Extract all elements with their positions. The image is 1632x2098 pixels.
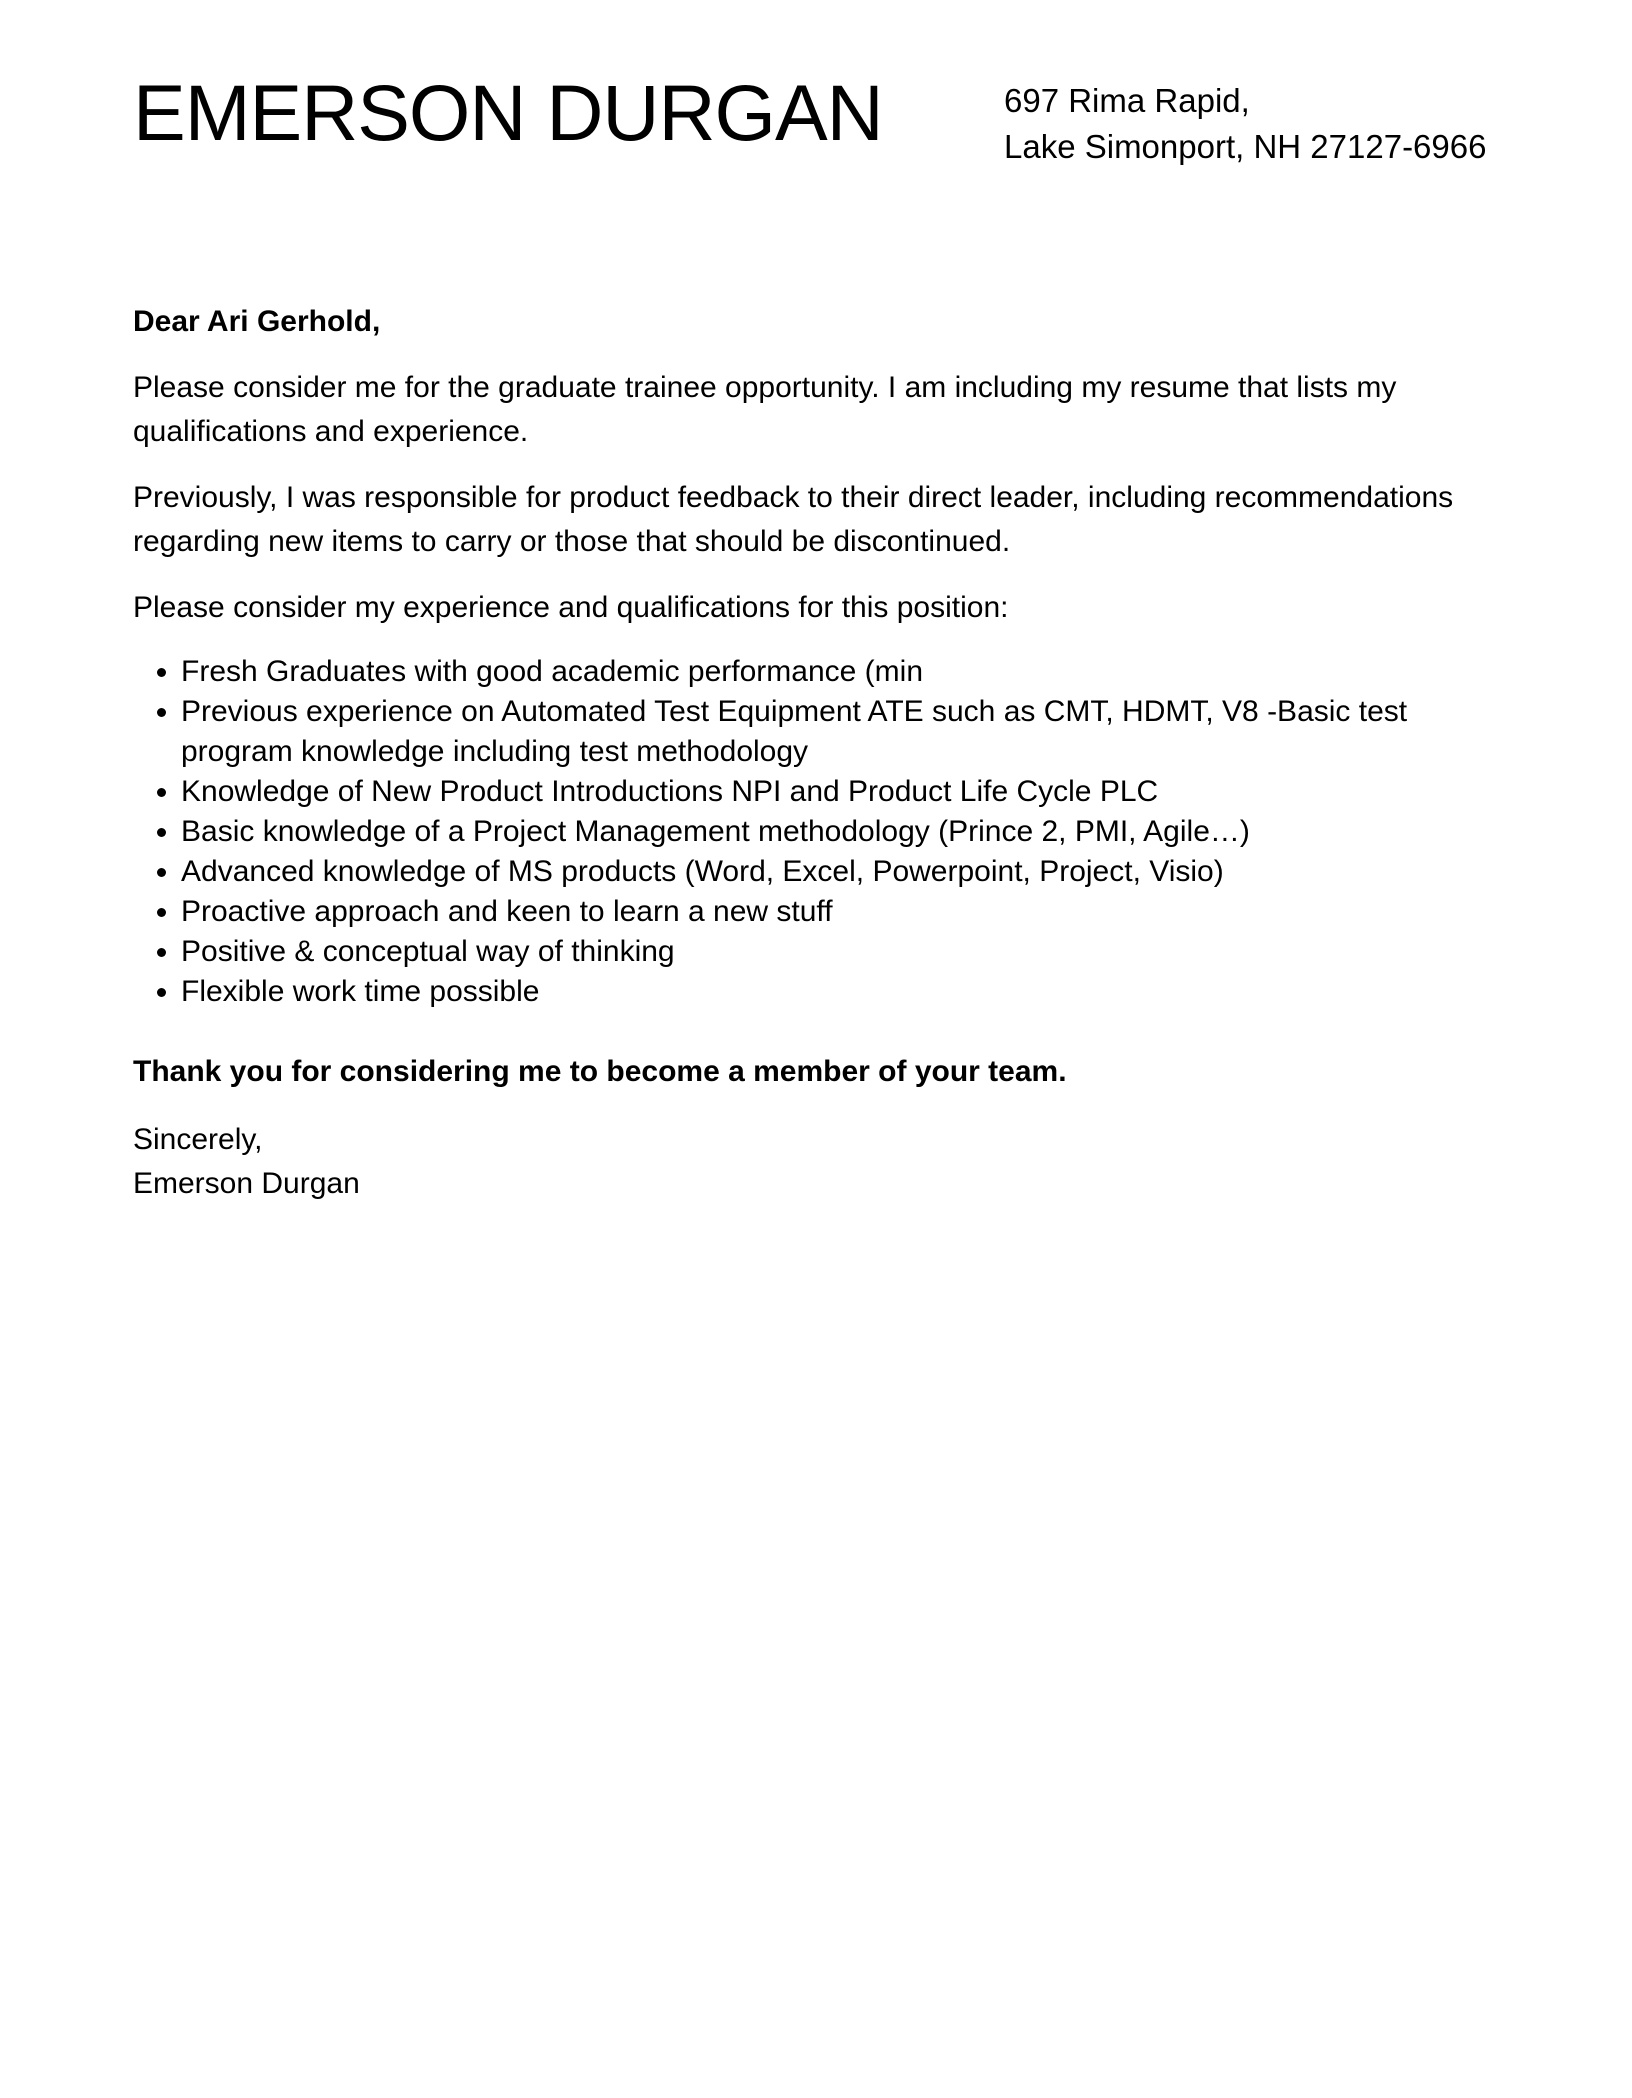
list-item: Previous experience on Automated Test Equipment ATE such as CMT, HDMT, V8 -Basic test program knowledge including test methodology [133, 692, 1503, 772]
greeting: Dear Ari Gerhold, [133, 305, 381, 338]
applicant-address [1004, 78, 1486, 170]
qualifications-intro: Please consider my experience and qualifications for this position: [133, 591, 1009, 624]
letter-body [133, 300, 1503, 1206]
closing-block [133, 1118, 1503, 1206]
address-line-1: 697 Rima Rapid, [1004, 82, 1250, 119]
applicant-name: EMERSON DURGAN [133, 68, 883, 157]
list-item: Proactive approach and keen to learn a new stuff [133, 892, 1503, 932]
qualifications-list [133, 652, 1503, 1012]
intro-paragraph: Please consider me for the graduate trainee opportunity. I am including my resume that lists my qualifications and experience. [133, 371, 1397, 448]
list-item: Basic knowledge of a Project Management methodology (Prince 2, PMI, Agile…) [133, 812, 1503, 852]
list-item: Fresh Graduates with good academic performance (min [133, 652, 1503, 692]
list-item: Advanced knowledge of MS products (Word, Excel, Powerpoint, Project, Visio) [133, 852, 1503, 892]
address-line-2: Lake Simonport, NH 27127-6966 [1004, 128, 1487, 165]
signature-name: Emerson Durgan [133, 1167, 360, 1200]
experience-paragraph: Previously, I was responsible for product feedback to their direct leader, including recommendations regarding new items to carry or those that should be discontinued. [133, 481, 1454, 558]
list-item: Knowledge of New Product Introductions NPI and Product Life Cycle PLC [133, 772, 1503, 812]
closing-salutation: Sincerely, [133, 1123, 263, 1156]
list-item: Positive & conceptual way of thinking [133, 932, 1503, 972]
thanks-line: Thank you for considering me to become a member of your team. [133, 1055, 1067, 1088]
list-item: Flexible work time possible [133, 972, 1503, 1012]
